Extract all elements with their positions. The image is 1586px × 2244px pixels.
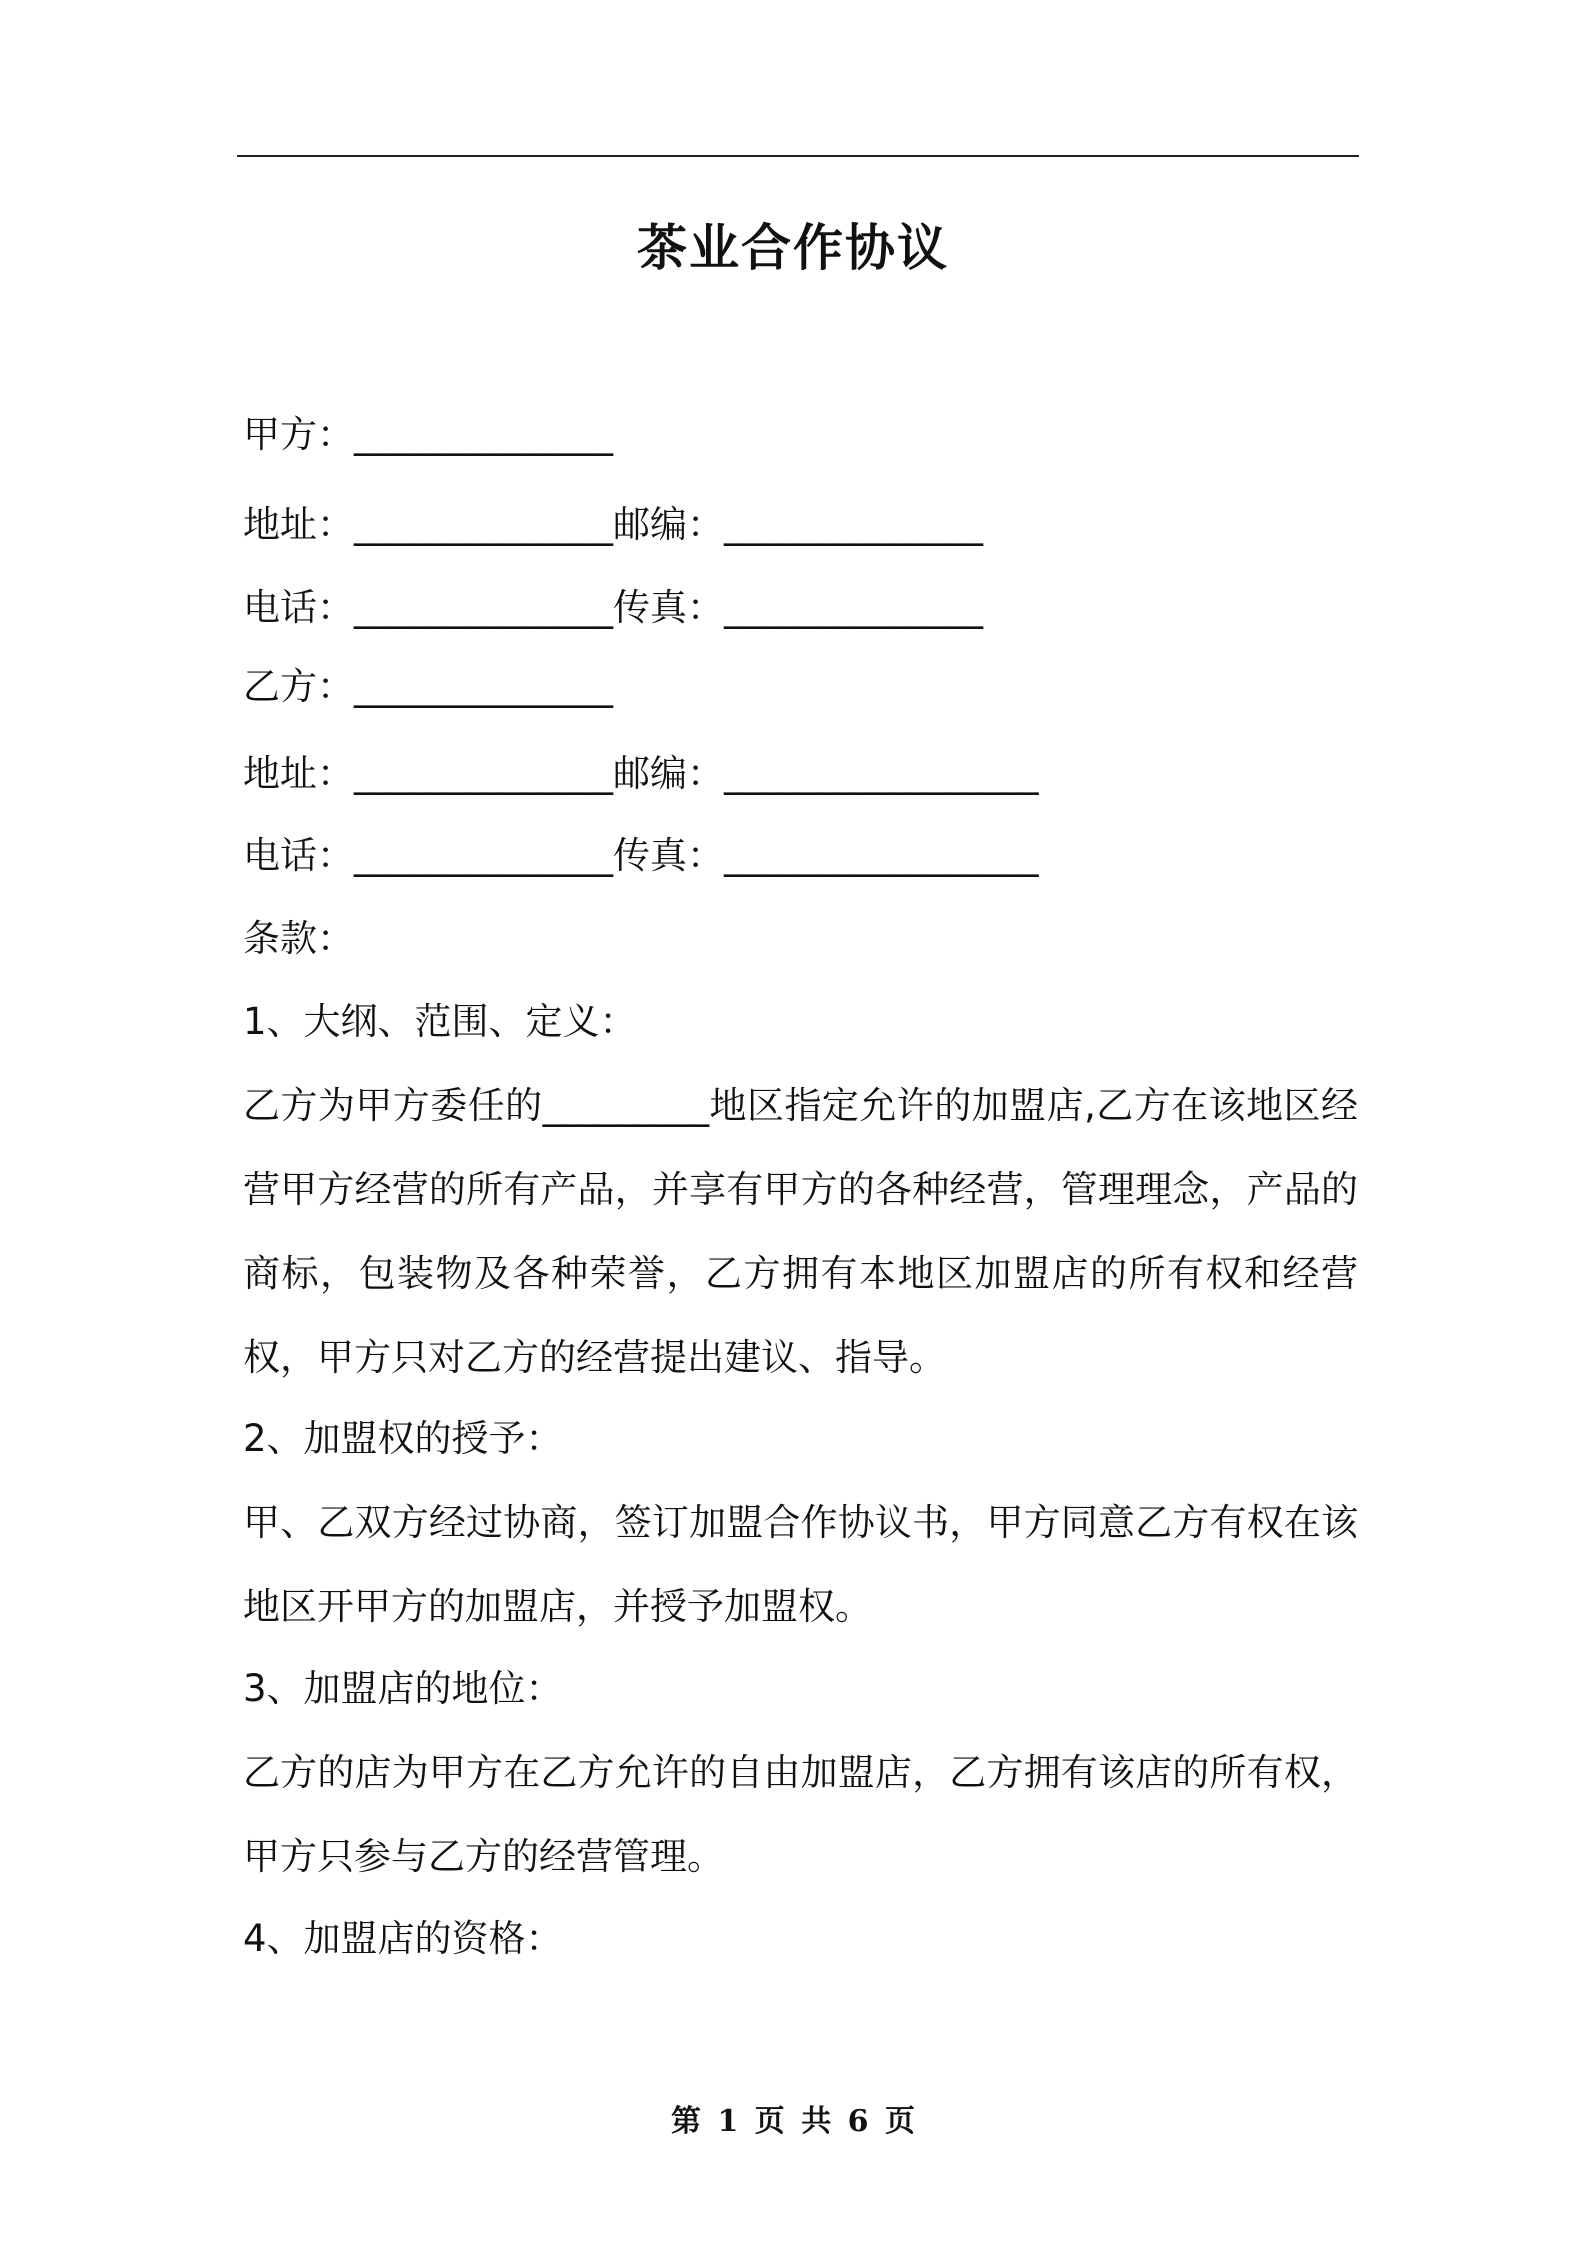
document-title: 茶业合作协议 xyxy=(637,219,949,277)
section-heading: 3、加盟店的地位： xyxy=(243,1667,563,1710)
terms-label: 条款： xyxy=(243,917,354,960)
section-heading: 2、加盟权的授予： xyxy=(243,1417,563,1460)
party-a-name: 甲方：______________ xyxy=(243,413,613,456)
party-a-address: 地址：______________邮编：______________ xyxy=(243,503,983,546)
page-footer: 第 1 页 共 6 页 xyxy=(671,2104,915,2139)
section-heading: 1、大纲、范围、定义： xyxy=(243,1000,637,1043)
section-body: 甲、乙双方经过协商，签订加盟合作协议书，甲方同意乙方有权在该地区开甲方的加盟店，并授予加盟权。 xyxy=(243,1501,1358,1628)
party-a-phone: 电话：______________传真：______________ xyxy=(243,586,983,629)
party-b-name: 乙方：______________ xyxy=(243,665,613,708)
header-rule xyxy=(237,155,1359,157)
party-b-address: 地址：______________邮编：_________________ xyxy=(243,752,1039,795)
party-b-phone: 电话：______________传真：_________________ xyxy=(243,834,1039,877)
section-body: 乙方为甲方委任的_________地区指定允许的加盟店,乙方在该地区经营甲方经营的所有产品，并享有甲方的各种经营，管理理念，产品的商标，包装物及各种荣誉，乙方拥有本地区加盟店的所有权和经营权，甲方只对乙方的经营提出建议、指导。 xyxy=(243,1084,1358,1379)
section-heading: 4、加盟店的资格： xyxy=(243,1917,563,1960)
section-body: 乙方的店为甲方在乙方允许的自由加盟店，乙方拥有该店的所有权，甲方只参与乙方的经营管理。 xyxy=(243,1751,1358,1878)
